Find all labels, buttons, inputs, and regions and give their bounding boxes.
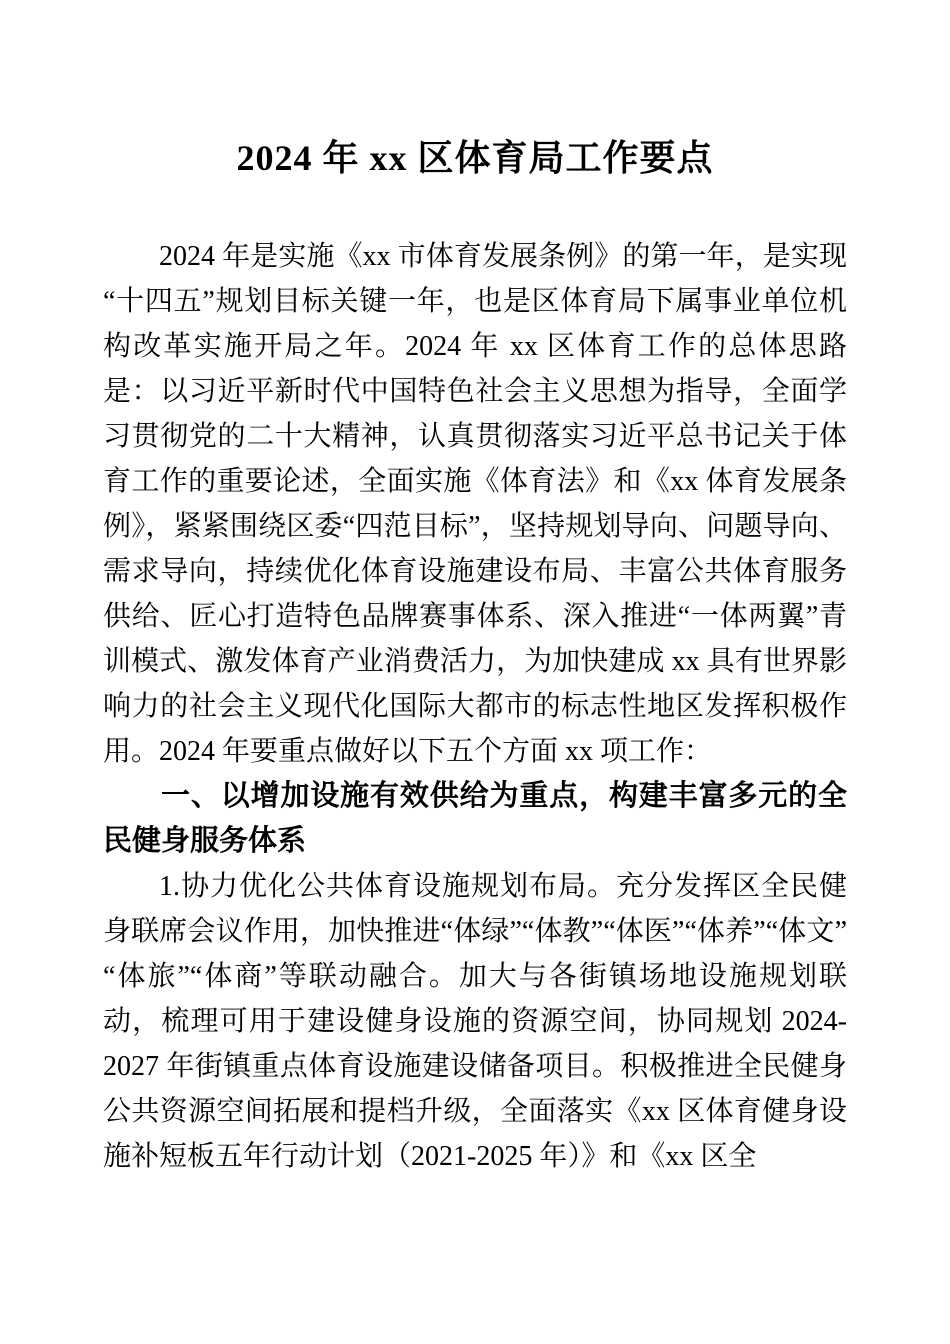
document-title: 2024 年 xx 区体育局工作要点: [236, 138, 714, 178]
paragraph-intro: 2024 年是实施《xx 市体育发展条例》的第一年，是实现“十四五”规划目标关键一年，也是区体育局下属事业单位机构改革实施开局之年。2024 年 xx 区体育工作的总体思路是：以习近平新时代中国特色社会主义思想为指导，全面学习贯彻党的二十大精神，认真贯彻落实习近平总书记关于体育工作的重要论述，全面实施《体育法》和《xx 体育发展条例》，紧紧围绕区委“四范目标”，坚持规划导向、问题导向、需求导向，持续优化体育设施建设布局、丰富公共体育服务供给、匠心打造特色品牌赛事体系、深入推进“一体两翼”青训模式、激发体育产业消费活力，为加快建成 xx 具有世界影响力的社会主义现代化国际大都市的标志性地区发挥积极作用。2024 年要重点做好以下五个方面 xx 项工作：: [103, 241, 847, 767]
section-heading-1: 一、以增加设施有效供给为重点，构建丰富多元的全民健身服务体系: [103, 780, 847, 857]
paragraph-item-1: 1.协力优化公共体育设施规划布局。充分发挥区全民健身联席会议作用，加快推进“体绿”“体教”“体医”“体养”“体文”“体旅”“体商”等联动融合。加大与各街镇场地设施规划联动，梳理可用于建设健身设施的资源空间，协同规划 2024-2027 年街镇重点体育设施建设储备项目。积极推进全民健身公共资源空间拓展和提档升级，全面落实《xx 区体育健身设施补短板五年行动计划（2021-2025 年）》和《xx 区全: [103, 871, 847, 1172]
